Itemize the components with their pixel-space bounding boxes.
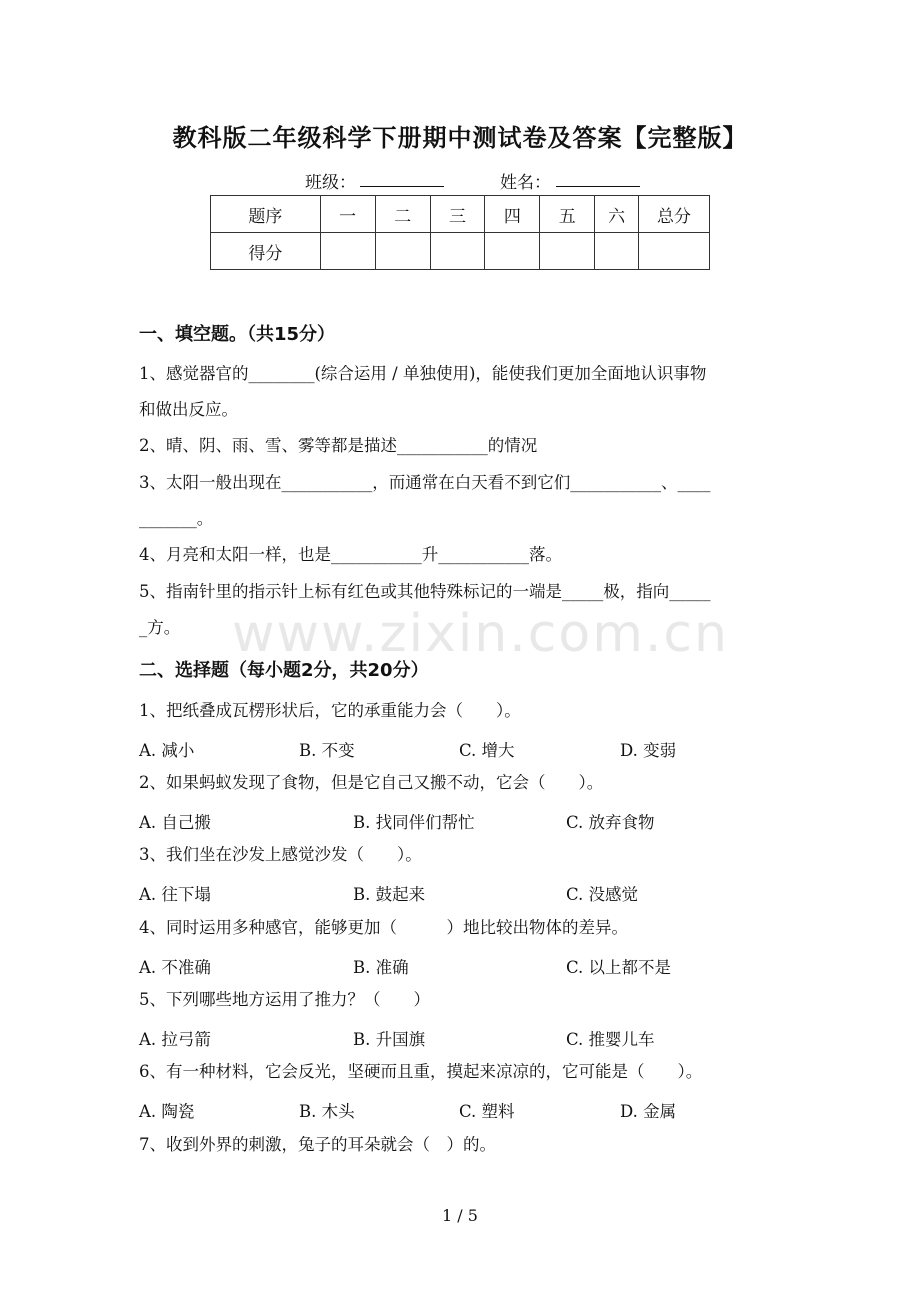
score-table bbox=[210, 195, 710, 270]
score-cell[interactable] bbox=[540, 233, 595, 270]
choice-option[interactable]: B. 准确 bbox=[353, 958, 409, 977]
header-cell: 四 bbox=[485, 196, 540, 233]
choice-option[interactable]: A. 自己搬 bbox=[139, 813, 211, 832]
choice-option[interactable]: A. 陶瓷 bbox=[139, 1102, 195, 1121]
header-cell: 题序 bbox=[211, 196, 321, 233]
choice-option[interactable]: D. 金属 bbox=[620, 1102, 677, 1121]
question-line: _______。 bbox=[139, 509, 214, 528]
page-title: 教科版二年级科学下册期中测试卷及答案【完整版】 bbox=[172, 124, 748, 152]
choice-option[interactable]: A. 往下塌 bbox=[139, 885, 211, 904]
choice-question: 2、如果蚂蚁发现了食物，但是它自己又搬不动，它会（ ）。 bbox=[139, 773, 604, 792]
section-heading-choice: 二、选择题（每小题2分，共20分） bbox=[139, 660, 429, 681]
choice-option[interactable]: D. 变弱 bbox=[620, 741, 677, 760]
choice-question: 4、同时运用多种感官，能够更加（ ）地比较出物体的差异。 bbox=[139, 918, 628, 937]
choice-option[interactable]: C. 没感觉 bbox=[566, 885, 639, 904]
choice-option[interactable]: A. 不准确 bbox=[139, 958, 211, 977]
choice-option[interactable]: A. 拉弓箭 bbox=[139, 1030, 211, 1049]
question-line: 1、感觉器官的________(综合运用 / 单独使用)，能使我们更加全面地认识事物 bbox=[139, 364, 707, 383]
choice-question: 3、我们坐在沙发上感觉沙发（ ）。 bbox=[139, 845, 422, 864]
score-table-header-row bbox=[211, 196, 710, 233]
header-cell: 一 bbox=[320, 196, 375, 233]
page-number: 1 / 5 bbox=[442, 1206, 478, 1225]
choice-option[interactable]: C. 塑料 bbox=[459, 1102, 515, 1121]
header-cell: 六 bbox=[595, 196, 639, 233]
choice-question: 1、把纸叠成瓦楞形状后，它的承重能力会（ ）。 bbox=[139, 701, 521, 720]
choice-question: 7、收到外界的刺激，兔子的耳朵就会（ ）的。 bbox=[139, 1135, 496, 1154]
choice-option[interactable]: B. 不变 bbox=[299, 741, 355, 760]
question-line: _方。 bbox=[139, 618, 181, 637]
header-cell: 三 bbox=[430, 196, 485, 233]
header-cell: 五 bbox=[540, 196, 595, 233]
section-heading-fill-in: 一、填空题。（共15分） bbox=[139, 324, 336, 345]
score-cell[interactable] bbox=[485, 233, 540, 270]
watermark: www.zixin.com.cn bbox=[232, 604, 729, 664]
question-line: 4、月亮和太阳一样，也是___________升___________落。 bbox=[139, 545, 562, 564]
score-cell[interactable] bbox=[375, 233, 430, 270]
choice-option[interactable]: C. 推婴儿车 bbox=[566, 1030, 655, 1049]
choice-option[interactable]: C. 以上都不是 bbox=[566, 958, 672, 977]
choice-option[interactable]: C. 放弃食物 bbox=[566, 813, 655, 832]
class-label: 班级： bbox=[305, 173, 356, 193]
score-cell[interactable] bbox=[639, 233, 710, 270]
score-cell[interactable] bbox=[595, 233, 639, 270]
question-line: 2、晴、阴、雨、雪、雾等都是描述___________的情况 bbox=[139, 436, 538, 455]
choice-option[interactable]: B. 鼓起来 bbox=[353, 885, 426, 904]
name-label: 姓名： bbox=[500, 173, 551, 193]
choice-option[interactable]: B. 升国旗 bbox=[353, 1030, 426, 1049]
score-table-score-row bbox=[211, 233, 710, 270]
question-line: 和做出反应。 bbox=[139, 400, 238, 419]
choice-option[interactable]: B. 找同伴们帮忙 bbox=[353, 813, 475, 832]
score-cell[interactable] bbox=[320, 233, 375, 270]
row-label: 得分 bbox=[211, 233, 321, 270]
choice-option[interactable]: C. 增大 bbox=[459, 741, 515, 760]
question-line: 3、太阳一般出现在___________，而通常在白天看不到它们___________、____ bbox=[139, 473, 711, 492]
choice-question: 5、下列哪些地方运用了推力？（ ） bbox=[139, 990, 430, 1009]
header-cell: 总分 bbox=[639, 196, 710, 233]
name-blank[interactable] bbox=[556, 186, 640, 187]
choice-option[interactable]: B. 木头 bbox=[299, 1102, 355, 1121]
score-cell[interactable] bbox=[430, 233, 485, 270]
question-line: 5、指南针里的指示针上标有红色或其他特殊标记的一端是_____极，指向_____ bbox=[139, 582, 711, 601]
choice-question: 6、有一种材料，它会反光，坚硬而且重，摸起来凉凉的，它可能是（ ）。 bbox=[139, 1062, 703, 1081]
class-blank[interactable] bbox=[360, 186, 444, 187]
header-cell: 二 bbox=[375, 196, 430, 233]
choice-option[interactable]: A. 减小 bbox=[139, 741, 195, 760]
